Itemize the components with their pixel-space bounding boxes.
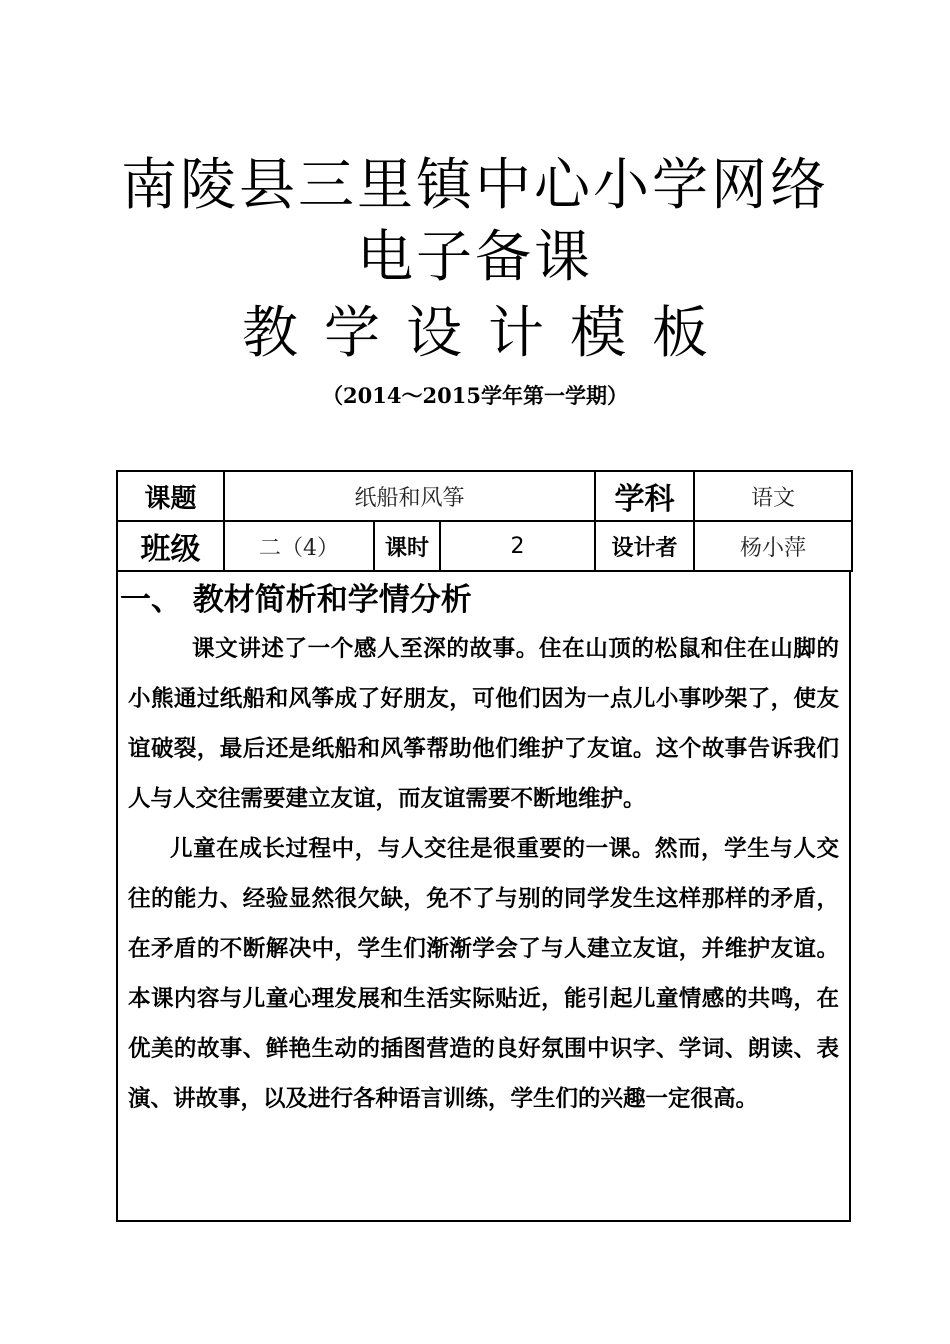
- document-title-line3: 教学设计模板: [242, 301, 734, 366]
- school-year: （2014～2015学年第一学期）: [322, 383, 628, 408]
- topic-label: 课题: [117, 471, 224, 521]
- designer-value: 杨小萍: [694, 521, 852, 571]
- period-label: 课时: [374, 521, 440, 571]
- designer-label: 设计者: [595, 521, 694, 571]
- info-row-topic: [117, 471, 852, 521]
- class-value: 二（4）: [224, 521, 374, 571]
- analysis-paragraph-2: 儿童在成长过程中，与人交往是很重要的一课。然而，学生与人交往的能力、经验显然很欠缺，免不了与别的同学发生这样那样的矛盾，在矛盾的不断解决中，学生们渐渐学会了与人建立友谊，并维护友谊。本课内容与儿童心理发展和生活实际贴近，能引起儿童情感的共鸣，在优美的故事、鲜艳生动的插图营造的良好氛围中识字、学词、朗读、表演、讲故事，以及进行各种语言训练，学生们的兴趣一定很高。: [128, 836, 839, 1112]
- document-title-line1: 南陵县三里镇中心小学网络: [121, 153, 829, 218]
- analysis-paragraph-1: 课文讲述了一个感人至深的故事。住在山顶的松鼠和住在山脚的小熊通过纸船和风筝成了好朋友，可他们因为一点儿小事吵架了，使友谊破裂，最后还是纸船和风筝帮助他们维护了友谊。这个故事告诉我们人与人交往需要建立友谊，而友谊需要不断地维护。: [128, 636, 839, 812]
- document-title-line2: 电子备课: [357, 225, 593, 290]
- info-row-class: [117, 521, 852, 571]
- class-label: 班级: [117, 521, 224, 571]
- lesson-info-table: [116, 470, 853, 572]
- section-heading: 一、 教材简析和学情分析: [120, 582, 472, 618]
- subject-label: 学科: [595, 471, 694, 521]
- analysis-section: [116, 572, 851, 1222]
- subject-value: 语文: [694, 471, 852, 521]
- topic-value: 纸船和风筝: [224, 471, 595, 521]
- period-value: 2: [440, 521, 595, 571]
